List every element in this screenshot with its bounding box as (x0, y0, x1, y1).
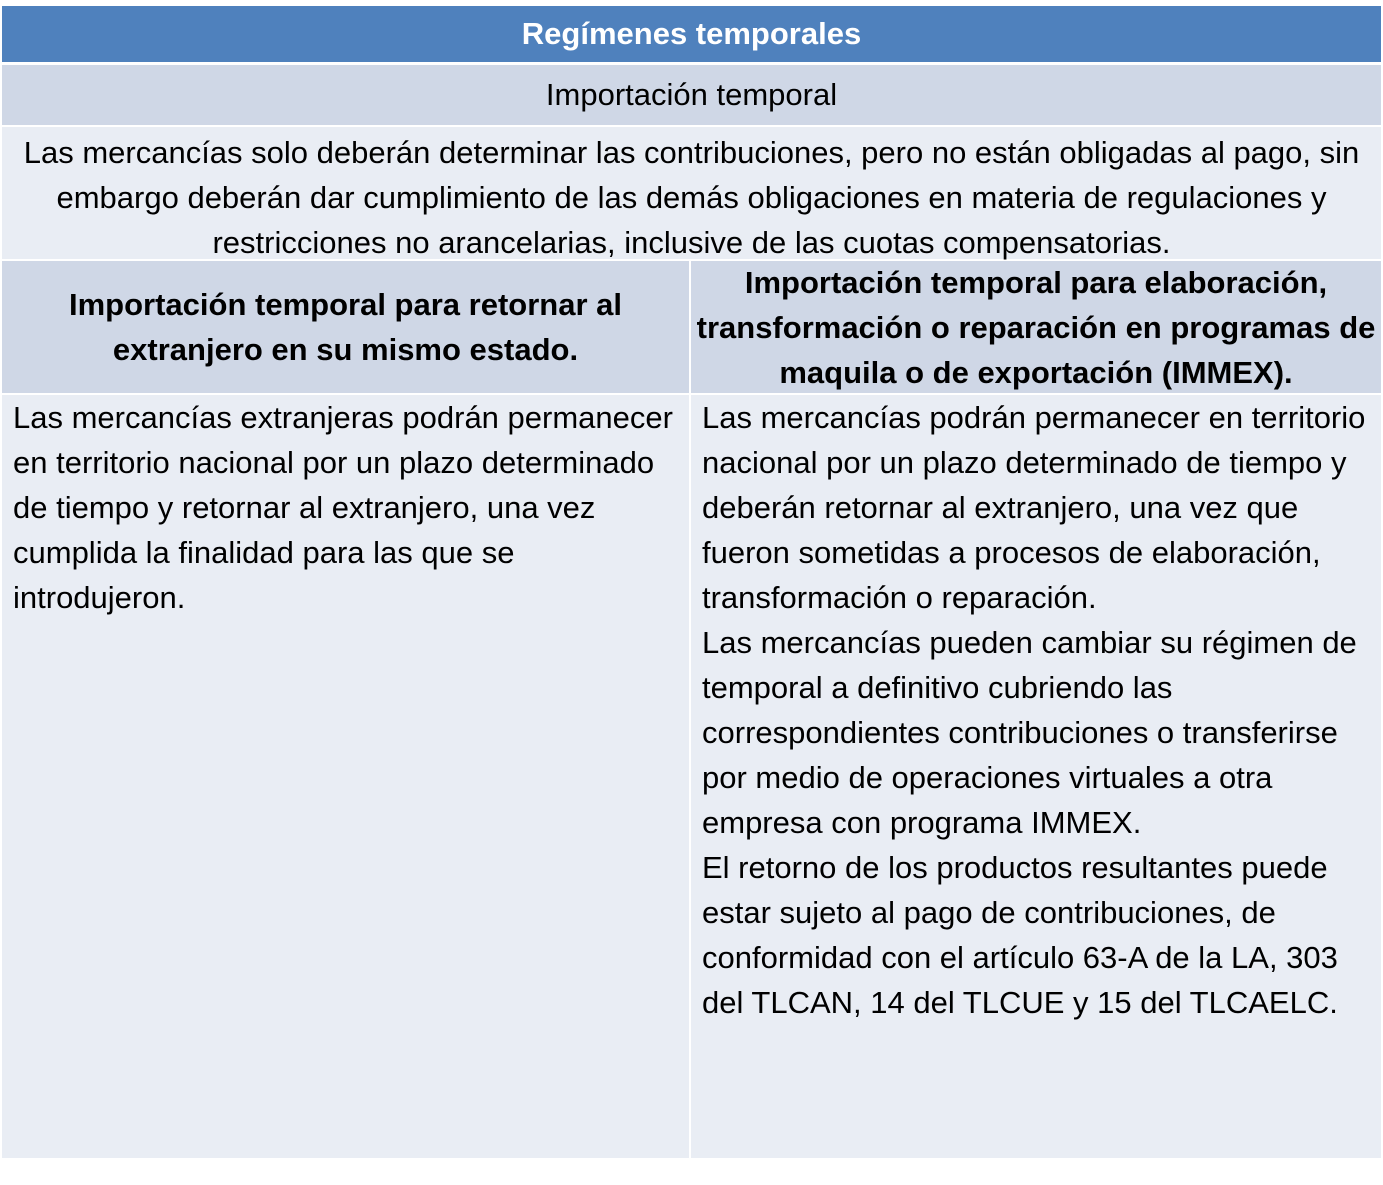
paragraph: Las mercancías extranjeras podrán permanecer en territorio nacional por un plazo determinado de tiempo y retornar al extranjero, una vez cumplida la finalidad para las que se introdujeron. (13, 400, 673, 615)
column-body-return-same-state (2, 395, 691, 1158)
column-header-immex: Importación temporal para elaboración, transformación o reparación en programas de maquila o de exportación (IMMEX). (696, 264, 1376, 390)
regimes-table (2, 6, 1381, 1158)
column-headers-row (2, 261, 1381, 395)
column-header-return-same-state: Importación temporal para retornar al extranjero en su mismo estado. (2, 261, 691, 393)
paragraph: Las mercancías pueden cambiar su régimen de temporal a definitivo cubriendo las correspondientes contribuciones o transferirse por medio de operaciones virtuales a otra empresa con programa IMMEX. (702, 625, 1357, 840)
paragraph: Las mercancías podrán permanecer en territorio nacional por un plazo determinado de tiempo y deberán retornar al extranjero, una vez que fueron sometidas a procesos de elaboración, transformación o reparación. (702, 400, 1366, 615)
paragraph: El retorno de los productos resultantes puede estar sujeto al pago de contribuciones, de conformidad con el artículo 63-A de la LA, 303 del TLCAN, 14 del TLCUE y 15 del TLCAELC. (702, 850, 1338, 1020)
table-description: Las mercancías solo deberán determinar las contribuciones, pero no están obligadas al pago, sin embargo deberán dar cumplimiento de las demás obligaciones en materia de regulaciones y restricciones no arancelarias, inclusive de las cuotas compensatorias. (2, 127, 1381, 261)
column-body-row (2, 395, 1381, 1158)
table-title: Regímenes temporales (2, 6, 1381, 65)
table-subtitle: Importación temporal (2, 65, 1381, 127)
column-body-immex (691, 395, 1381, 1158)
